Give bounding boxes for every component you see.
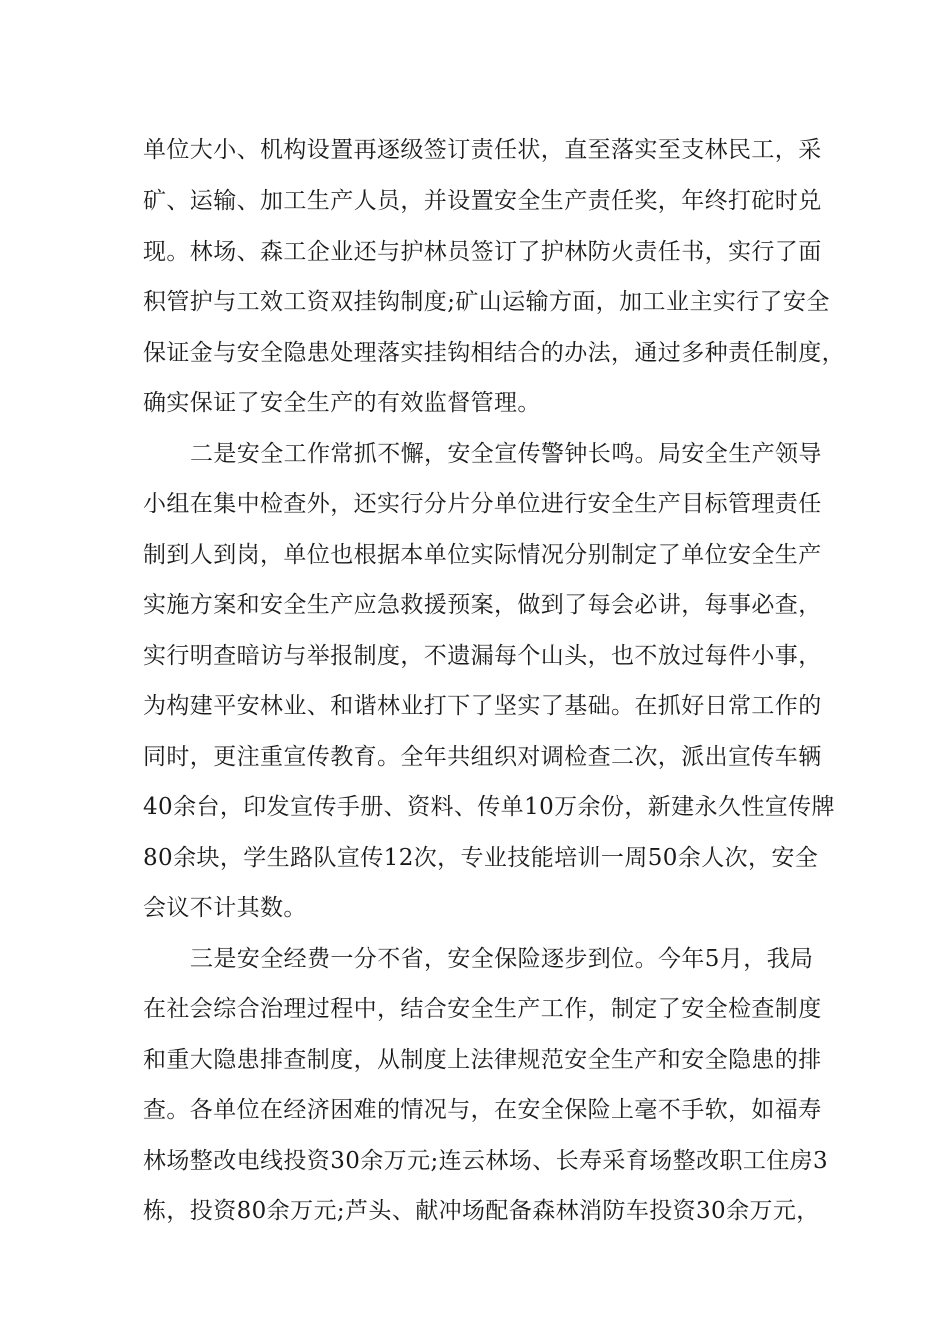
text-line: 实行明查暗访与举报制度，不遗漏每个山头，也不放过每件小事， [143,643,822,669]
text-line: 查。各单位在经济困难的情况与，在安全保险上毫不手软，如福寿 [143,1097,822,1123]
text-line: 林场整改电线投资30余万元;连云林场、长寿采育场整改职工住房3 [143,1148,829,1174]
paragraph-first-line: 二是安全工作常抓不懈，安全宣传警钟长鸣。局安全生产领导 [190,441,822,467]
text-line: 矿、运输、加工生产人员，并设置安全生产责任奖，年终打砣时兑 [143,188,822,214]
text-line: 在社会综合治理过程中，结合安全生产工作，制定了安全检查制度 [143,996,822,1022]
text-line: 确实保证了安全生产的有效监督管理。 [143,390,541,416]
text-line: 40余台，印发宣传手册、资料、传单10万余份，新建永久性宣传牌 [143,794,835,820]
text-line: 小组在集中检查外，还实行分片分单位进行安全生产目标管理责任 [143,491,822,517]
text-line: 现。林场、森工企业还与护林员签订了护林防火责任书，实行了面 [143,239,822,265]
paragraph-first-line: 三是安全经费一分不省，安全保险逐步到位。今年5月，我局 [190,946,814,972]
text-line: 保证金与安全隐患处理落实挂钩相结合的办法，通过多种责任制度， [143,340,845,366]
text-line: 单位大小、机构设置再逐级签订责任状，直至落实至支林民工，采 [143,137,822,163]
text-line: 和重大隐患排查制度，从制度上法律规范安全生产和安全隐患的排 [143,1047,822,1073]
text-line: 80余块，学生路队宣传12次，专业技能培训一周50余人次，安全 [143,845,819,871]
text-line: 制到人到岗，单位也根据本单位实际情况分别制定了单位安全生产 [143,542,822,568]
text-line: 积管护与工效工资双挂钩制度;矿山运输方面，加工业主实行了安全 [143,289,830,315]
text-line: 为构建平安林业、和谐林业打下了坚实了基础。在抓好日常工作的 [143,693,822,719]
text-line: 会议不计其数。 [143,895,307,921]
text-line: 同时，更注重宣传教育。全年共组织对调检查二次，派出宣传车辆 [143,744,822,770]
text-line: 实施方案和安全生产应急救援预案，做到了每会必讲，每事必查， [143,592,822,618]
text-line: 栋，投资80余万元;芦头、献冲场配备森林消防车投资30余万元， [143,1198,820,1224]
